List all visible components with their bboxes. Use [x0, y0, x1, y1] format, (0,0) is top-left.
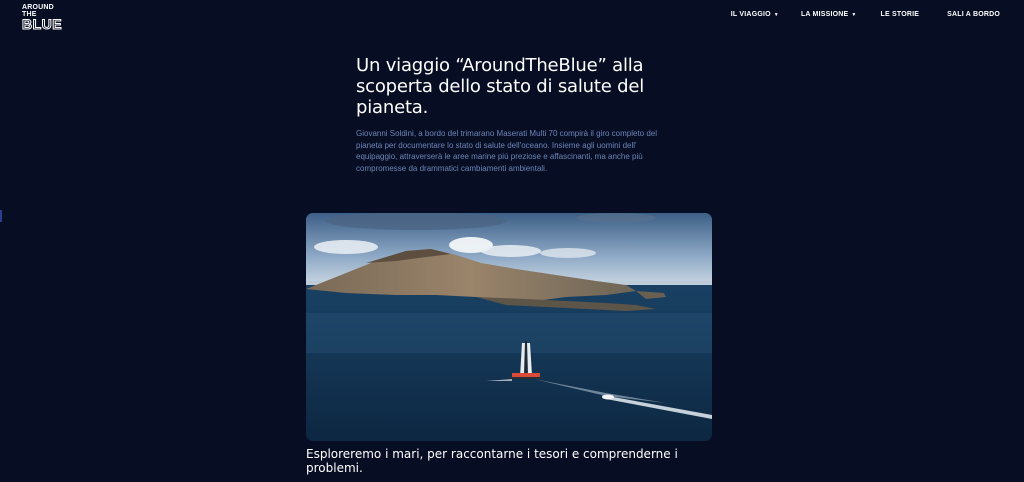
section-subtitle: Esploreremo i mari, per raccontarne i tesori e comprenderne i problemi.: [306, 447, 678, 475]
around-the-blue-logo[interactable]: [22, 4, 63, 32]
nav-item-il-viaggio[interactable]: [731, 11, 779, 18]
nav-item-sali-a-bordo[interactable]: [947, 11, 1000, 18]
trimaran-photo: [306, 213, 712, 441]
main-nav: [731, 11, 1000, 18]
intro-paragraph: Giovanni Soldini, a bordo del trimarano Maserati Multi 70 compirà il giro completo del pianeta per documentare lo stato di salute dell'oceano. Insieme agli uomini dell' equipaggio, attraverserà le aree marine più preziose e affascinanti, ma anche più compromesse da drammatici cambiamenti ambientali.: [356, 129, 658, 173]
logo-line-2: BLUE: [22, 16, 63, 32]
page-title: Un viaggio “AroundTheBlue” alla scoperta dello stato di salute del pianeta.: [356, 55, 645, 118]
nav-item-label: SALI A BORDO: [947, 11, 1000, 18]
nav-item-la-missione[interactable]: [801, 11, 857, 18]
side-scroll-indicator: [0, 210, 2, 222]
nav-item-label: LA MISSIONE: [800, 11, 849, 18]
nav-item-le-storie[interactable]: [881, 11, 920, 18]
chevron-down-icon: ▼: [851, 11, 857, 18]
intro-section: [356, 55, 686, 174]
logo-line-1: AROUND THE: [22, 4, 54, 18]
nav-item-label: LE STORIE: [880, 11, 920, 18]
top-navigation-bar: [0, 0, 1024, 34]
hero-image: [306, 213, 712, 441]
nav-item-label: IL VIAGGIO: [730, 11, 771, 18]
chevron-down-icon: ▼: [773, 11, 779, 18]
